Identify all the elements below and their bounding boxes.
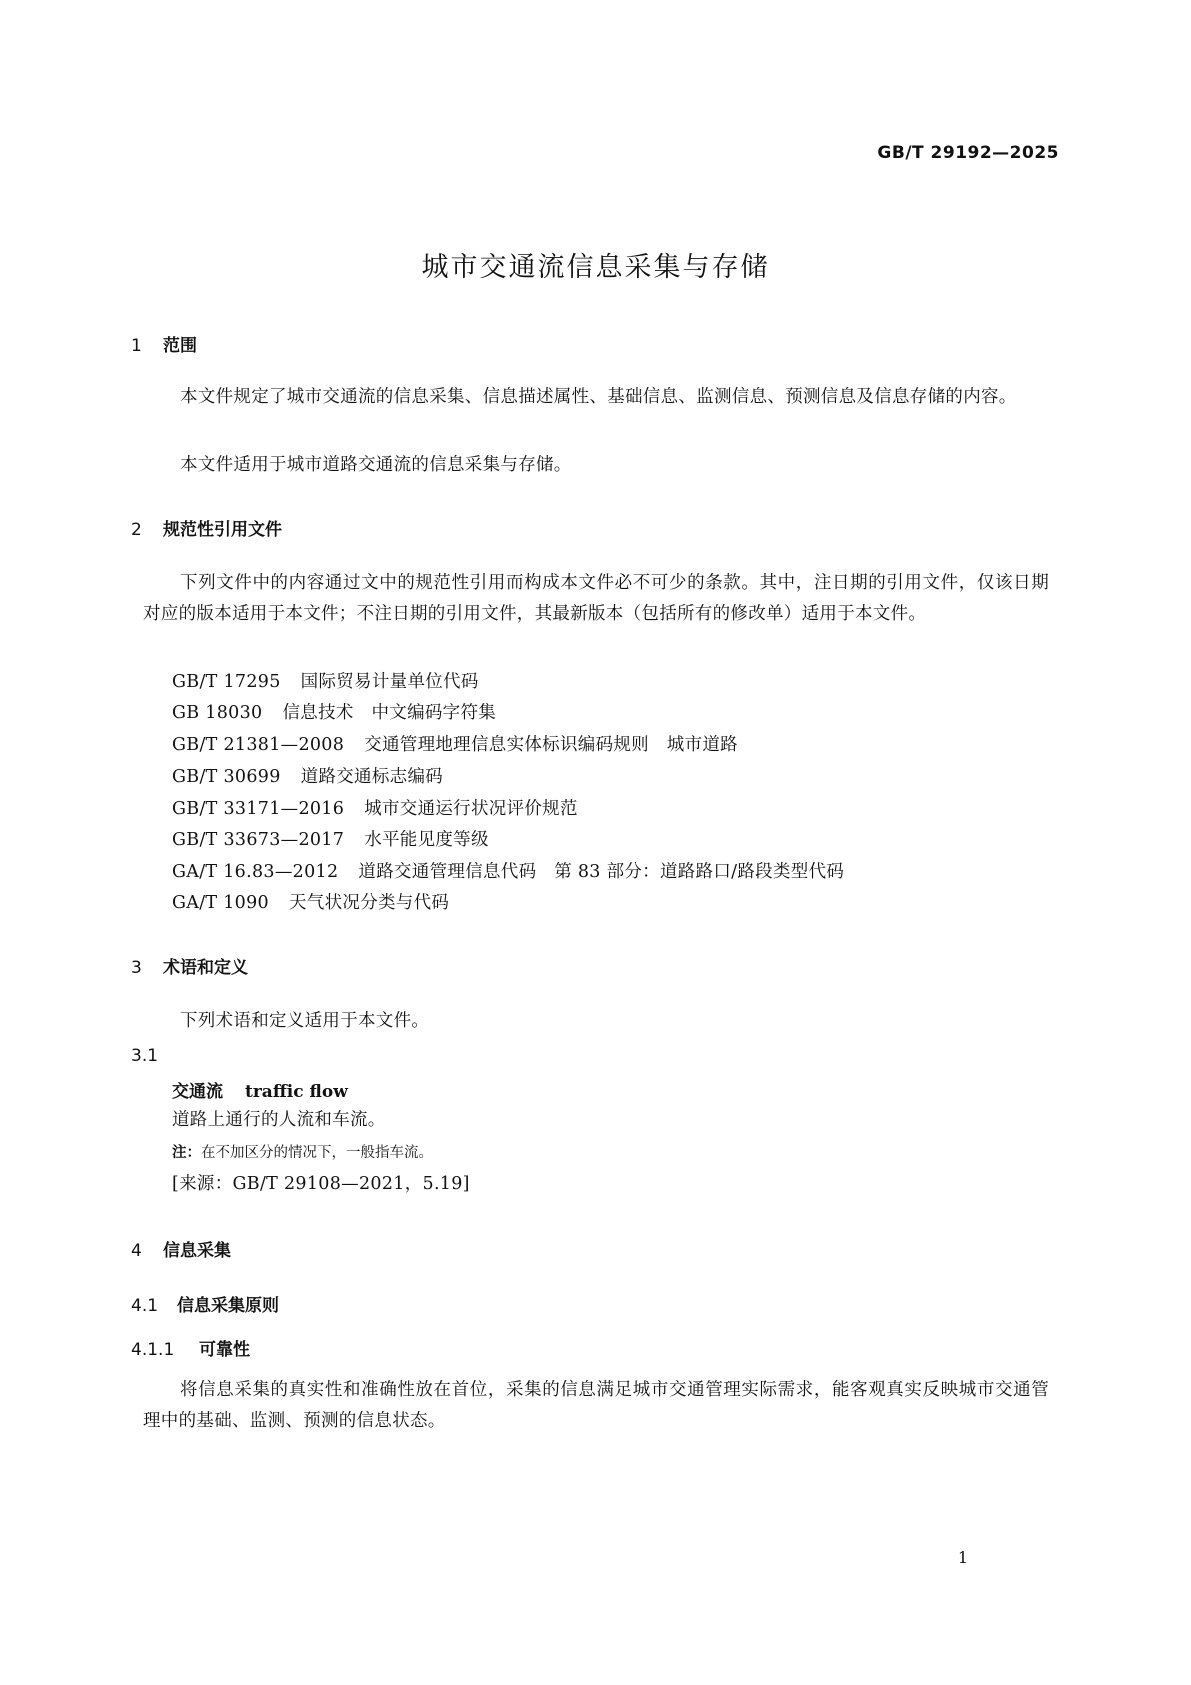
term-source: [来源：GB/T 29108—2021，5.19]	[172, 1174, 470, 1194]
section-2-intro: 下列文件中的内容通过文中的规范性引用而构成本文件必不可少的条款。其中，注日期的引用文件，仅该日期对应的版本适用于本文件；不注日期的引用文件，其最新版本（包括所有的修改单）适用于本文件。	[143, 573, 1049, 624]
reference-title: 信息技术 中文编码字符集	[282, 703, 497, 723]
reference-code: GB/T 30699	[172, 767, 281, 787]
note-text: 在不加区分的情况下，一般指车流。	[201, 1145, 433, 1161]
reference-title: 道路交通管理信息代码 第 83 部分：道路路口/路段类型代码	[358, 862, 845, 882]
section-number: 4.1.1	[131, 1340, 175, 1360]
standard-code: GB/T 29192—2025	[877, 143, 1059, 163]
reference-title: 水平能见度等级	[364, 830, 489, 850]
term-definition: 道路上通行的人流和车流。	[172, 1110, 386, 1130]
term-entry	[172, 1077, 348, 1102]
section-title: 可靠性	[199, 1340, 250, 1360]
section-4-1-heading	[131, 1291, 279, 1316]
reference-title: 国际贸易计量单位代码	[300, 672, 479, 692]
term-english: traffic flow	[245, 1082, 348, 1102]
section-4-1-1-heading	[131, 1335, 250, 1360]
section-title: 信息采集原则	[177, 1296, 279, 1316]
note-label: 注：	[172, 1145, 201, 1161]
reference-code: GA/T 16.83—2012	[172, 862, 339, 882]
section-title: 范围	[163, 336, 197, 356]
reference-code: GB/T 21381—2008	[172, 735, 345, 755]
reference-item	[172, 763, 443, 788]
page-number: 1	[957, 1548, 968, 1567]
section-number: 4.1	[131, 1296, 159, 1316]
reference-code: GB/T 33673—2017	[172, 830, 345, 850]
section-4-1-1-para: 将信息采集的真实性和准确性放在首位，采集的信息满足城市交通管理实际需求，能客观真实反映城市交通管理中的基础、监测、预测的信息状态。	[143, 1380, 1049, 1431]
reference-title: 交通管理地理信息实体标识编码规则 城市道路	[364, 735, 738, 755]
reference-item	[172, 699, 496, 724]
reference-item	[172, 858, 844, 883]
section-number: 4	[131, 1241, 142, 1261]
section-title: 信息采集	[163, 1241, 231, 1261]
reference-item	[172, 731, 738, 756]
section-3-heading	[131, 953, 248, 978]
reference-code: GB/T 17295	[172, 672, 281, 692]
section-2-heading	[131, 515, 282, 540]
reference-item	[172, 795, 578, 820]
reference-code: GA/T 1090	[172, 893, 269, 913]
section-4-heading	[131, 1236, 231, 1261]
reference-item	[172, 668, 479, 693]
section-number: 2	[131, 520, 142, 540]
reference-code: GB 18030	[172, 703, 263, 723]
reference-title: 城市交通运行状况评价规范	[364, 799, 578, 819]
section-1-para-1: 本文件规定了城市交通流的信息采集、信息描述属性、基础信息、监测信息、预测信息及信息存储的内容。	[180, 387, 1017, 407]
document-title: 城市交通流信息采集与存储	[421, 252, 770, 283]
section-1-heading	[131, 331, 197, 356]
section-number: 3	[131, 958, 142, 978]
section-title: 术语和定义	[163, 958, 248, 978]
section-1-para-2: 本文件适用于城市道路交通流的信息采集与存储。	[180, 455, 572, 475]
section-3-intro: 下列术语和定义适用于本文件。	[180, 1011, 430, 1031]
term-note	[172, 1141, 433, 1162]
section-title: 规范性引用文件	[163, 520, 282, 540]
reference-code: GB/T 33171—2016	[172, 799, 345, 819]
term-number: 3.1	[131, 1046, 159, 1066]
reference-item	[172, 826, 489, 851]
reference-item	[172, 889, 449, 914]
section-number: 1	[131, 336, 142, 356]
term-chinese: 交通流	[172, 1082, 223, 1102]
reference-title: 天气状况分类与代码	[289, 893, 450, 913]
reference-title: 道路交通标志编码	[300, 767, 444, 787]
